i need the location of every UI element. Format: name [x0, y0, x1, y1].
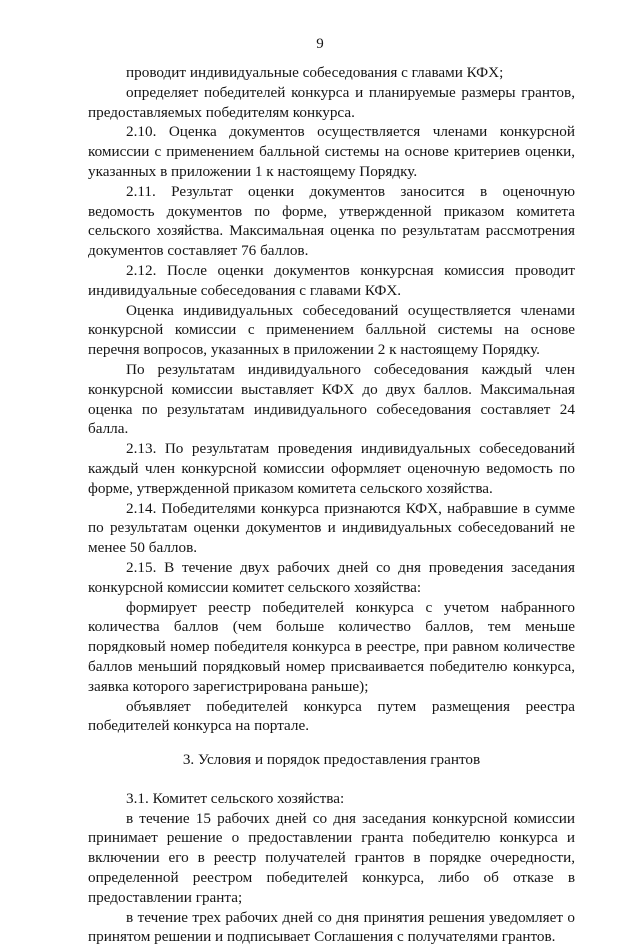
paragraph-2-15: 2.15. В течение двух рабочих дней со дня проведения заседания конкурсной комиссии комитет сельского хозяйства:	[88, 558, 575, 596]
paragraph-3-1: 3.1. Комитет сельского хозяйства:	[126, 789, 345, 807]
paragraph-conducts-interviews: проводит индивидуальные собеседования с главами КФХ;	[126, 64, 504, 81]
paragraph-2-12: 2.12. После оценки документов конкурсная комиссия проводит индивидуальные собеседования с главами КФХ.	[88, 261, 575, 299]
paragraph-forms-registry: формирует реестр победителей конкурса с учетом набранного количества баллов (чем больше количество баллов, тем меньше порядковый номер победителя конкурса в реестре, при равном количестве баллов меньший порядковый номер присваивается победителю конкурса, заявка которого зарегистрирована раньше);	[88, 598, 575, 695]
paragraph-notification: в течение трех рабочих дней со дня принятия решения уведомляет о принятом решении и подписывает Соглашения с получателями грантов.	[88, 908, 575, 946]
paragraph-2-11: 2.11. Результат оценки документов заносится в оценочную ведомость документов по форме, утвержденной приказом комитета сельского хозяйства. Максимальная оценка по результатам рассмотрения документов составляет 76 баллов.	[88, 182, 575, 260]
section-heading: 3. Условия и порядок предоставления грантов	[182, 751, 481, 769]
page-number: 9	[316, 36, 324, 52]
paragraph-2-10: 2.10. Оценка документов осуществляется членами конкурсной комиссии с применением балльной системы на основе критериев оценки, указанных в приложении 1 к настоящему Порядку.	[88, 123, 575, 180]
paragraph-interview-evaluation: Оценка индивидуальных собеседований осуществляется членами конкурсной комиссии с применением балльной системы на основе перечня вопросов, указанных в приложении 2 к настоящему Порядку.	[88, 301, 575, 359]
paragraph-interview-results: По результатам индивидуального собеседования каждый член конкурсной комиссии выставляет КФХ до двух баллов. Максимальная оценка по результатам индивидуального собеседования составляет 24 балла.	[88, 360, 575, 438]
paragraph-grant-decision: в течение 15 рабочих дней со дня заседания конкурсной комиссии принимает решение о предоставлении гранта победителю конкурса и включении его в реестр получателей грантов в порядке очередности, определенной реестром победителей конкурса, либо об отказе в предоставлении гранта;	[88, 809, 575, 906]
paragraph-determines-winners: определяет победителей конкурса и планируемые размеры грантов, предоставляемых победителям конкурса.	[88, 83, 575, 121]
document-body	[88, 63, 575, 947]
paragraph-announces-winners: объявляет победителей конкурса путем размещения реестра победителей конкурса на портале.	[88, 697, 575, 735]
paragraph-2-14: 2.14. Победителями конкурса признаются КФХ, набравшие в сумме по результатам оценки документов и индивидуальных собеседований не менее 50 баллов.	[88, 499, 575, 557]
paragraph-2-13: 2.13. По результатам проведения индивидуальных собеседований каждый член конкурсной комиссии оформляет оценочную ведомость по форме, утвержденной приказом комитета сельского хозяйства.	[88, 440, 575, 497]
